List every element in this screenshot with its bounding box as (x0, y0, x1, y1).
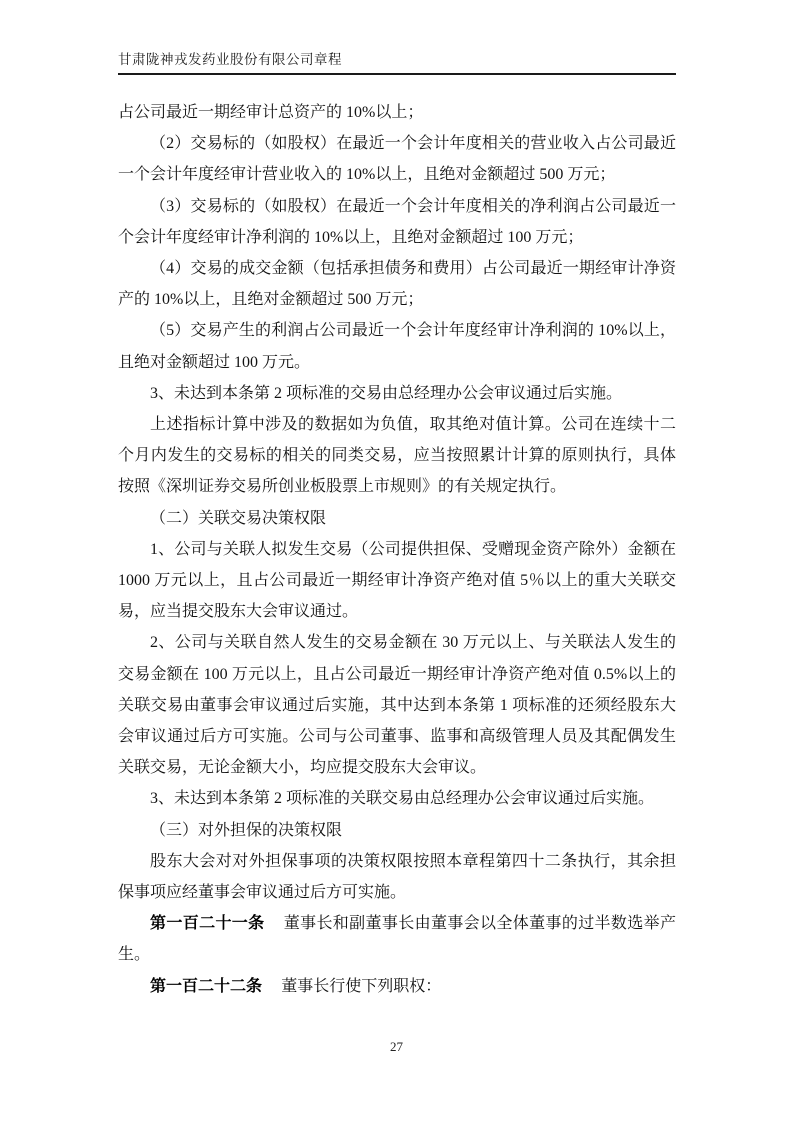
document-footer (0, 1038, 793, 1056)
paragraph-text: 3、未达到本条第 2 项标准的关联交易由总经理办公会审议通过后实施。 (150, 790, 655, 808)
article-paragraph (118, 908, 676, 970)
paragraph-text: （三）对外担保的决策权限 (150, 821, 343, 839)
article-paragraph (118, 971, 676, 1002)
paragraph-text: 董事长行使下列职权： (281, 977, 442, 995)
paragraph-text: （二）关联交易决策权限 (150, 509, 327, 527)
document-header (118, 52, 676, 75)
paragraph (118, 97, 676, 128)
paragraph (118, 191, 676, 253)
header-title: 甘肃陇神戎发药业股份有限公司章程 (118, 52, 342, 67)
paragraph-text: （3）交易标的（如股权）在最近一个会计年度相关的净利润占公司最近一个会计年度经审计净利润的 10%以上，且绝对金额超过 100 万元； (118, 197, 676, 246)
paragraph (118, 534, 676, 628)
article-number: 第一百二十一条 (150, 915, 265, 933)
paragraph-text: 董事长和副董事长由董事会以全体董事的过半数选举产生。 (118, 915, 676, 964)
paragraph-text: 1、公司与关联人拟发生交易（公司提供担保、受赠现金资产除外）金额在 1000 万元以上，且占公司最近一期经审计净资产绝对值 5％以上的重大关联交易，应当提交股东大会审议通过。 (118, 540, 676, 621)
paragraph (118, 503, 676, 534)
paragraph (118, 378, 676, 409)
paragraph-text: 2、公司与关联自然人发生的交易金额在 30 万元以上、与关联法人发生的交易金额在 100 万元以上，且占公司最近一期经审计净资产绝对值 0.5%以上的关联交易由董事会审议通过后实施，其中达到本条第 1 项标准的还须经股东大会审议通过后方可实施。公司与公司董事、监事和高级管理人员及其配偶发生关联交易，无论金额大小，均应提交股东大会审议。 (118, 634, 676, 777)
paragraph (118, 128, 676, 190)
paragraph (118, 409, 676, 503)
paragraph-text: 股东大会对对外担保事项的决策权限按照本章程第四十二条执行，其余担保事项应经董事会审议通过后方可实施。 (118, 852, 676, 902)
paragraph (118, 846, 676, 908)
paragraph (118, 315, 676, 377)
article-number: 第一百二十二条 (150, 977, 263, 995)
page-number: 27 (390, 1039, 403, 1054)
paragraph (118, 815, 676, 846)
paragraph (118, 253, 676, 315)
document-body (118, 97, 676, 1002)
paragraph-text: 占公司最近一期经审计总资产的 10%以上； (118, 104, 424, 121)
paragraph-text: （2）交易标的（如股权）在最近一个会计年度相关的营业收入占公司最近一个会计年度经审计营业收入的 10%以上，且绝对金额超过 500 万元； (118, 135, 676, 184)
paragraph-text: 3、未达到本条第 2 项标准的交易由总经理办公会审议通过后实施。 (150, 384, 623, 402)
paragraph (118, 783, 676, 814)
paragraph-text: （4）交易的成交金额（包括承担债务和费用）占公司最近一期经审计净资产的 10%以上，且绝对金额超过 500 万元； (118, 260, 676, 309)
paragraph-text: 上述指标计算中涉及的数据如为负值，取其绝对值计算。公司在连续十二个月内发生的交易标的相关的同类交易，应当按照累计计算的原则执行，具体按照《深圳证券交易所创业板股票上市规则》的有关规定执行。 (118, 416, 676, 496)
paragraph-text: （5）交易产生的利润占公司最近一个会计年度经审计净利润的 10%以上，且绝对金额超过 100 万元。 (118, 322, 676, 371)
paragraph (118, 627, 676, 783)
